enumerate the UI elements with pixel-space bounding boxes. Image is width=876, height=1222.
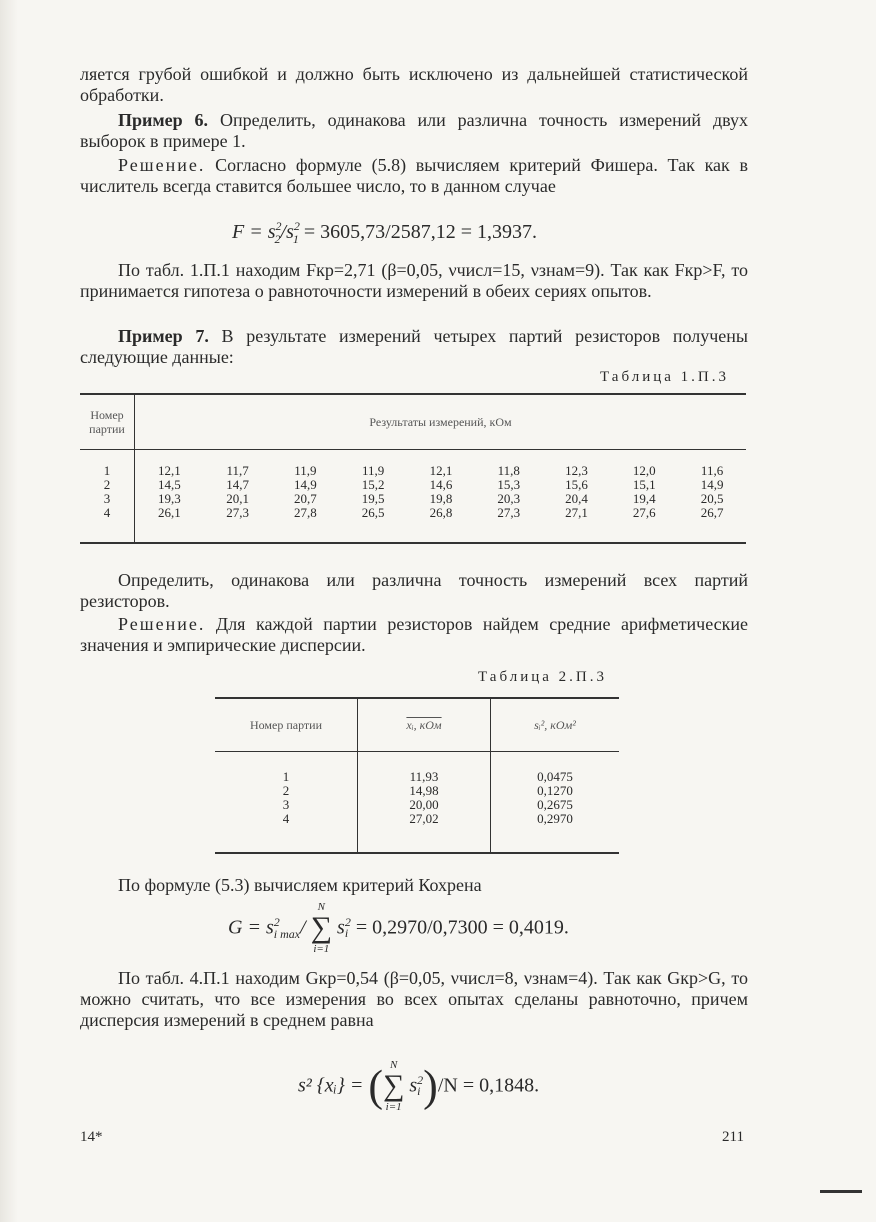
- table-cell: 12,0: [632, 463, 656, 478]
- paragraph-text: Определить, одинакова или различна точность измерений всех партий резисторов.: [80, 570, 748, 611]
- paragraph-text: По табл. 1.П.1 находим Fкр=2,71 (β=0,05, νчисл=15, νзнам=9). Так как Fкр>F, то принимается гипотеза о равноточности измерений в обеих сериях опытов.: [80, 260, 748, 301]
- table-row: [215, 812, 619, 826]
- table-cell: 20,7: [294, 491, 317, 506]
- table-cell: 26,1: [158, 505, 181, 520]
- table-lookup-paragraph-2: [80, 968, 748, 1031]
- table-cell: 11,7: [226, 463, 249, 478]
- table-cell: 0,0475: [537, 769, 573, 784]
- table1-col-batch-header: Номер партии: [80, 394, 135, 450]
- table-cell: 27,6: [632, 505, 656, 520]
- table-cell: 2: [80, 478, 135, 492]
- formula-lhs: s² {xᵢ} =: [298, 1074, 364, 1097]
- table-cell: 27,8: [294, 505, 317, 520]
- table2-col-variance-header: sᵢ², кОм²: [491, 698, 620, 752]
- table-cell: 27,3: [497, 505, 521, 520]
- formula-rhs: = 3605,73/2587,12 = 1,3937.: [298, 221, 537, 243]
- table-cell: 15,6: [565, 477, 588, 492]
- table-cell: 27,1: [565, 505, 588, 520]
- table-cell: 20,3: [497, 491, 521, 506]
- example-6-paragraph: [80, 110, 748, 152]
- example-7-text: В результате измерений четырех партий резисторов получены следующие данные:: [80, 326, 748, 367]
- example-6-label: Пример 6.: [118, 110, 209, 130]
- table2-bottom-spacer: [215, 826, 619, 853]
- table-cell: 11,6: [700, 463, 724, 478]
- table-cell: 27,3: [226, 505, 250, 520]
- page-number: 211: [722, 1129, 744, 1145]
- table-cell: 1: [215, 752, 358, 785]
- table-cell: 11,93: [358, 752, 491, 785]
- table-cell: 3: [215, 798, 358, 812]
- table1-caption: Таблица 1.П.3: [600, 369, 729, 385]
- table-cell: 1: [80, 450, 135, 479]
- paragraph-text: По табл. 4.П.1 находим Gкр=0,54 (β=0,05, νчисл=8, νзнам=4). Так как Gкр>G, то можно считать, что все измерения во всех опытах сделаны равноточно, причем дисперсия измерений в среднем равна: [80, 968, 748, 1030]
- table-cell: 14,7: [226, 477, 250, 492]
- table-row: [215, 752, 619, 785]
- table1-bottom-spacer: [80, 520, 746, 543]
- table-cell: 20,5: [700, 491, 724, 506]
- table-cell: 0,2970: [537, 811, 573, 826]
- paragraph-text: ляется грубой ошибкой и должно быть исключено из дальнейшей статистической обработки.: [80, 64, 748, 105]
- table-cell: 20,1: [226, 491, 250, 506]
- table-cell: 26,8: [429, 505, 453, 520]
- table-row: [80, 450, 746, 479]
- table2-col-mean-header: [358, 698, 491, 752]
- table-row: [80, 492, 746, 506]
- page-edge-shadow: [0, 0, 18, 1222]
- solution-text: Согласно формуле (5.8) вычисляем критерий Фишера. Так как в числитель всегда ставится большее число, то в данном случае: [80, 155, 748, 196]
- table-cell: 12,3: [565, 463, 588, 478]
- table-cell: 11,9: [362, 463, 385, 478]
- example-7-label: Пример 7.: [118, 326, 209, 346]
- table2-caption: Таблица 2.П.3: [478, 669, 607, 685]
- table-cell: 20,4: [565, 491, 588, 506]
- table-cell: 11,9: [294, 463, 317, 478]
- formula-lhs: G = s: [228, 916, 274, 939]
- formula-rhs: = 0,2970/0,7300 = 0,4019.: [355, 916, 569, 939]
- table-cell: 19,3: [158, 491, 181, 506]
- paragraph-continuation: [80, 64, 748, 106]
- sum-upper-limit: N: [389, 1059, 398, 1071]
- table-lookup-paragraph-1: [80, 260, 748, 302]
- cochran-formula: G = s 2 i max / N ∑ i=1 s 2 i = 0,2970/0,7300 = 0,4019.: [228, 901, 569, 955]
- sum-symbol: N ∑ i=1: [382, 1059, 405, 1113]
- solution-label: Решение.: [118, 155, 206, 175]
- table-cell: 15,2: [361, 477, 385, 492]
- header-text: xᵢ, кОм: [406, 718, 442, 732]
- table1-header-row: [80, 394, 746, 450]
- table2-col-batch-header: Номер партии: [215, 698, 358, 752]
- table-cell: 26,5: [361, 505, 385, 520]
- table-cell: 14,98: [358, 784, 491, 798]
- table-cell: 14,9: [700, 477, 724, 492]
- formula-subscript: i max: [273, 927, 301, 941]
- table-cell: 20,00: [358, 798, 491, 812]
- table-cell: 2: [215, 784, 358, 798]
- table1-measurements: [80, 393, 746, 544]
- table-cell: 19,5: [361, 491, 385, 506]
- table-cell: 14,6: [429, 477, 453, 492]
- solution-label: Решение.: [118, 614, 206, 634]
- edge-mark: [820, 1190, 862, 1193]
- table-row: [215, 798, 619, 812]
- question-paragraph: [80, 570, 748, 612]
- table-row: [80, 478, 746, 492]
- table-cell: 4: [215, 812, 358, 826]
- sum-upper-limit: N: [317, 901, 325, 913]
- table-cell: 26,7: [700, 505, 724, 520]
- sum-lower-limit: i=1: [385, 1101, 402, 1113]
- table2-header-row: [215, 698, 619, 752]
- table-cell: 14,5: [158, 477, 181, 492]
- example-6-text: Определить, одинакова или различна точность измерений двух выборок в примере 1.: [80, 110, 748, 151]
- table1-results-header: Результаты измерений, кОм: [135, 394, 747, 450]
- solution-paragraph-2: [80, 614, 748, 656]
- variance-formula: s² {xᵢ} = ( N ∑ i=1 s 2 i )/N = 0,1848.: [298, 1059, 540, 1113]
- table-cell: 19,8: [429, 491, 453, 506]
- fisher-formula: $F = s^2_2/s^2_1 = 3605,73/2587,12 = 1,3937$.: [232, 219, 537, 246]
- signature-mark: 14*: [80, 1129, 103, 1145]
- table-cell: 3: [80, 492, 135, 506]
- table-cell: 12,1: [158, 463, 181, 478]
- sum-symbol: N ∑ i=1: [310, 901, 333, 955]
- cochran-paragraph: [80, 875, 748, 896]
- formula-lhs: F = s: [232, 221, 276, 243]
- table-cell: 4: [80, 506, 135, 520]
- table-cell: 0,1270: [537, 783, 573, 798]
- table-cell: 19,4: [632, 491, 656, 506]
- paragraph-text: По формуле (5.3) вычисляем критерий Кохрена: [118, 875, 482, 895]
- table-cell: 27,02: [358, 812, 491, 826]
- table-cell: 14,9: [294, 477, 317, 492]
- formula-rhs: /N = 0,1848.: [437, 1074, 540, 1097]
- table-cell: 0,2675: [537, 797, 573, 812]
- example-7-paragraph: [80, 326, 748, 368]
- solution-text: Для каждой партии резисторов найдем средние арифметические значения и эмпирические дисперсии.: [80, 614, 748, 655]
- table-row: [80, 506, 746, 520]
- table-row: [215, 784, 619, 798]
- table-cell: 15,3: [497, 477, 521, 492]
- table-cell: 15,1: [632, 477, 656, 492]
- sum-lower-limit: i=1: [313, 943, 330, 955]
- table-cell: 11,8: [497, 463, 520, 478]
- table2-statistics: [215, 697, 619, 854]
- solution-paragraph-1: [80, 155, 748, 197]
- table-cell: 12,1: [429, 463, 453, 478]
